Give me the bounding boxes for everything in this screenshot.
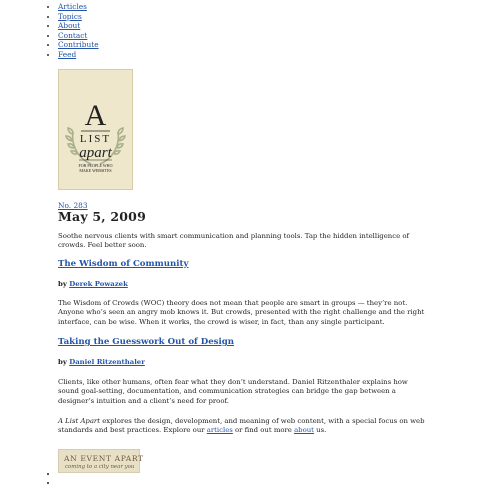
nav-link-about[interactable]: About	[58, 21, 81, 31]
byline-prefix: by	[58, 358, 67, 366]
site-name: A List Apart	[58, 417, 100, 425]
article-link-taking-the-guesswork[interactable]: Taking the Guesswork Out of Design	[58, 337, 235, 347]
author-link-daniel-ritzenthaler[interactable]: Daniel Ritzenthaler	[69, 358, 145, 366]
about-text-1: explores the design, development, and meaning of web content, with a special focus on web standards and best practices. Explore our	[58, 417, 425, 435]
nav-link-feed[interactable]: Feed	[58, 49, 77, 59]
about-text-3: us.	[313, 426, 327, 435]
issue-date-month: May	[58, 209, 88, 224]
logo-tagline-2: MAKE WEBSITES	[79, 168, 112, 173]
byline-prefix: by	[58, 280, 67, 288]
nav-link-topics[interactable]: Topics	[58, 11, 82, 21]
nav-item-contribute[interactable]	[58, 40, 99, 50]
site-logo[interactable]	[58, 69, 133, 190]
about-link[interactable]: about	[294, 426, 314, 435]
article-byline	[58, 358, 145, 366]
issue-date-day: 5	[92, 209, 102, 224]
site-about	[58, 417, 430, 436]
articles-link[interactable]: articles	[206, 426, 233, 435]
about-text-2: or find out more	[232, 426, 295, 435]
logo-word-list: LIST	[79, 133, 112, 145]
issue-date-year: 2009	[110, 209, 146, 224]
event-apart-banner[interactable]	[58, 449, 144, 473]
issue-date: May 5, 2009	[58, 209, 146, 224]
article-summary: Clients, like other humans, often fear what they don’t understand. Daniel Ritzenthaler explains how sound goal-setting, documentation, and communication strategies can bridge the gap between a designer’s intuition and a client’s need for proof.	[58, 378, 408, 405]
event-banner-title: AN EVENT APART	[64, 454, 144, 463]
logo-big-letter: A	[84, 99, 107, 132]
nav-item-articles[interactable]	[58, 2, 99, 12]
nav-link-contact[interactable]: Contact	[58, 30, 88, 40]
logo-word-apart: apart	[79, 145, 112, 161]
article-byline	[58, 280, 128, 288]
article-link-wisdom-of-community[interactable]: The Wisdom of Community	[58, 259, 189, 269]
nav-item-feed[interactable]	[58, 50, 99, 60]
issue-number-link[interactable]: No. 283	[58, 201, 88, 210]
author-link-derek-powazek[interactable]: Derek Powazek	[69, 280, 128, 288]
logo-graphic	[59, 70, 132, 189]
nav-item-about[interactable]	[58, 21, 99, 31]
article-summary: The Wisdom of Crowds (WOC) theory does not mean that people are smart in groups — they’re not. Anyone who’s seen an angry mob knows it. But crowds, presented with the right challenge and the right interface, can be wise. When it works, the crowd is wiser, in fact, than any single participant.	[58, 299, 425, 326]
nav-link-articles[interactable]: Articles	[58, 2, 87, 11]
nav-item-contact[interactable]	[58, 31, 99, 41]
nav-link-contribute[interactable]: Contribute	[58, 40, 99, 50]
article-title	[58, 259, 188, 269]
issue-intro: Soothe nervous clients with smart communication and planning tools. Tap the hidden intelligence of crowds. Feel better soon.	[58, 232, 410, 250]
article-title	[58, 337, 234, 347]
main-nav	[58, 2, 99, 60]
event-banner-tagline: coming to a city near you	[65, 464, 135, 470]
logo-tagline-1: FOR PEOPLE WHO	[78, 163, 113, 168]
nav-item-topics[interactable]	[58, 12, 99, 22]
